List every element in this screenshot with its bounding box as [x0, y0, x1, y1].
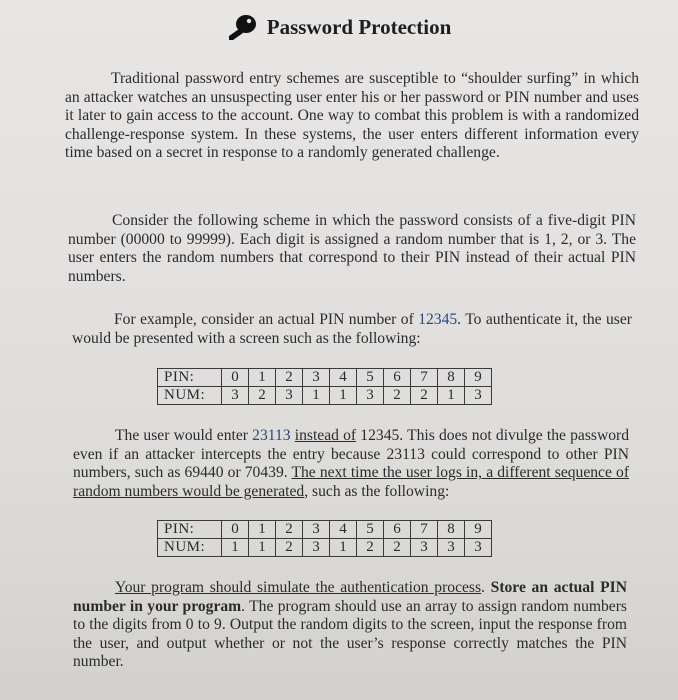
example-text-a: For example, consider an actual PIN number of	[114, 311, 419, 328]
entry-code: 23113	[252, 427, 291, 444]
pin-row	[158, 521, 492, 539]
paragraph-intro: Traditional password entry schemes are susceptible to “shoulder surfing” in which an attacker watches an unsuspecting user enter his or her password or PIN number and uses it later to gain access to the account. One way to combat this problem is with a randomized challenge-response system. In these systems, the user enters different information every time based on a secret in response to a randomly generated challenge.	[65, 70, 639, 162]
pin-cell: 5	[357, 521, 384, 539]
pin-cell: 6	[384, 521, 411, 539]
pin-table-1	[157, 368, 492, 405]
pin-table-2	[157, 520, 492, 557]
entry-text-a: The user would enter	[115, 427, 253, 444]
num-row	[158, 387, 492, 405]
program-simulate: Your program should simulate the authentication process	[115, 579, 482, 596]
num-cell: 3	[357, 387, 384, 405]
entry-next-time: The next time the user logs in, a different sequence of random numbers would be generated	[73, 464, 630, 500]
num-cell: 3	[465, 539, 492, 557]
num-cell: 1	[438, 387, 465, 405]
pin-cell: 2	[276, 521, 303, 539]
pin-cell: 5	[357, 369, 384, 387]
pin-cell: 9	[465, 369, 492, 387]
pin-label: PIN:	[158, 521, 222, 539]
title-text: Password Protection	[266, 14, 452, 39]
paragraph-program	[73, 579, 627, 672]
num-cell: 3	[276, 387, 303, 405]
num-cell: 1	[330, 387, 357, 405]
pin-cell: 0	[222, 369, 249, 387]
num-cell: 2	[384, 539, 411, 557]
pin-cell: 2	[276, 369, 303, 387]
pin-cell: 8	[438, 369, 465, 387]
pin-cell: 8	[438, 521, 465, 539]
num-label: NUM:	[158, 539, 222, 557]
num-cell: 3	[465, 387, 492, 405]
program-sep: .	[481, 579, 491, 596]
entry-text-b: 12345. This does not divulge the password even if an attacker intercepts the entry because 23113 could correspond to other PIN numbers, such as 69440 or 70439.	[73, 427, 630, 482]
num-cell: 3	[411, 539, 438, 557]
num-cell: 1	[303, 387, 330, 405]
paragraph-user-entry	[73, 427, 629, 501]
paragraph-example	[72, 311, 632, 348]
pin-cell: 4	[330, 369, 357, 387]
num-cell: 2	[249, 387, 276, 405]
pin-cell: 4	[330, 521, 357, 539]
pin-cell: 7	[411, 369, 438, 387]
pin-row	[158, 369, 492, 387]
program-text: . The program should use an array to assign random numbers to the digits from 0 to 9. Output the random digits to the screen, input the response from the user, and output whether or not the user’s response correctly matches the PIN number.	[73, 597, 627, 671]
pin-cell: 7	[411, 521, 438, 539]
num-cell: 2	[276, 539, 303, 557]
num-row	[158, 539, 492, 557]
num-cell: 1	[330, 539, 357, 557]
num-cell: 2	[357, 539, 384, 557]
key-icon	[227, 14, 257, 40]
example-pin: 12345	[418, 311, 458, 328]
num-cell: 3	[303, 539, 330, 557]
pin-cell: 9	[465, 521, 492, 539]
entry-instead-of: instead of	[294, 427, 357, 444]
page-title	[0, 14, 678, 40]
num-cell: 3	[438, 539, 465, 557]
pin-cell: 3	[303, 369, 330, 387]
pin-label: PIN:	[158, 369, 222, 387]
entry-text-c: , such as the following:	[304, 482, 450, 500]
pin-cell: 3	[303, 521, 330, 539]
paragraph-scheme: Consider the following scheme in which the password consists of a five-digit PIN number (00000 to 99999). Each digit is assigned a random number that is 1, 2, or 3. The user enters the random numbers that correspond to their PIN instead of their actual PIN numbers.	[68, 212, 636, 285]
pin-cell: 6	[384, 369, 411, 387]
program-store-pin: Store an actual PIN number in your program	[73, 579, 627, 615]
num-cell: 1	[249, 539, 276, 557]
num-label: NUM:	[158, 387, 222, 405]
pin-cell: 1	[249, 369, 276, 387]
pin-cell: 0	[222, 521, 249, 539]
num-cell: 1	[222, 539, 249, 557]
example-text-b: . To authenticate it, the user would be presented with a screen such as the following:	[72, 311, 632, 347]
num-cell: 2	[411, 387, 438, 405]
pin-cell: 1	[249, 521, 276, 539]
num-cell: 3	[222, 387, 249, 405]
num-cell: 2	[384, 387, 411, 405]
